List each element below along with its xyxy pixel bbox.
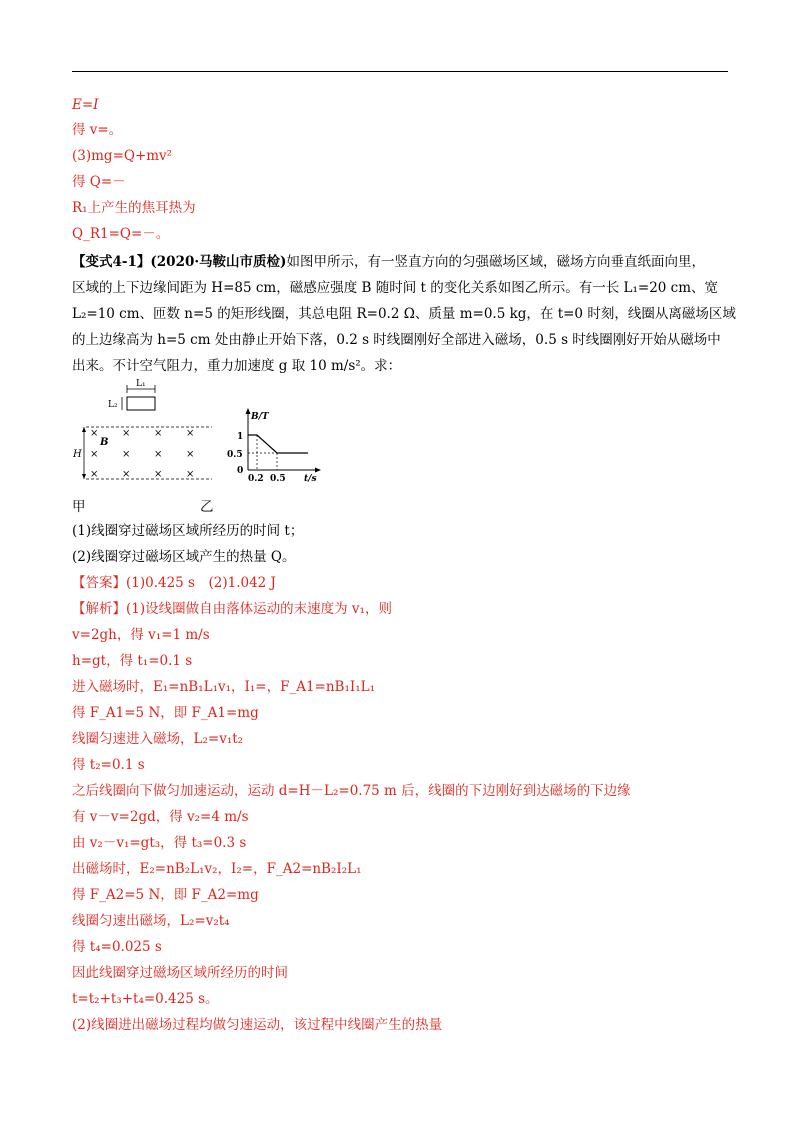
problem-tag: 【变式4-1】 [72, 254, 151, 270]
answer-line [72, 574, 276, 592]
analysis-line: (2)线圈进出磁场过程均做匀速运动，该过程中线圈产生的热量 [72, 1017, 443, 1033]
analysis-line: 有 v－v=2gd，得 v₂=4 m/s [72, 809, 249, 825]
x-tick-0-5: 0.5 [270, 474, 286, 484]
cross: × [154, 469, 163, 480]
x-tick-0-2: 0.2 [248, 474, 264, 484]
caption-jia: 甲 [72, 499, 86, 515]
label-l1: L₁ [136, 379, 146, 389]
problem-line-3: L₂=10 cm、匝数 n=5 的矩形线圈，其总电阻 R=0.2 Ω、质量 m=0.5 kg，在 t=0 时刻，线圈从离磁场区域 [72, 306, 736, 322]
figure-area [72, 375, 332, 489]
y-tick-0-5: 0.5 [227, 450, 243, 460]
analysis-label: 【解析】 [72, 601, 126, 617]
cross: × [90, 449, 99, 460]
sol-line-3: (3)mg=Q+mv² [72, 148, 173, 164]
sol-line-5: R₁上产生的焦耳热为 [72, 200, 196, 216]
sol-line-6: Q_R1=Q=－。 [72, 226, 170, 242]
cross: × [154, 428, 163, 439]
cross: × [154, 449, 163, 460]
analysis-line: h=gt，得 t₁=0.1 s [72, 653, 193, 669]
analysis-line: 因此线圈穿过磁场区域所经历的时间 [72, 965, 288, 981]
figure-jia [72, 375, 332, 485]
analysis-line: 得 t₂=0.1 s [72, 757, 145, 773]
cross: × [186, 428, 195, 439]
cross: × [122, 469, 131, 480]
label-b: B [100, 437, 109, 448]
analysis-intro: (1)设线圈做自由落体运动的末速度为 v₁，则 [126, 601, 392, 617]
figure-yi [227, 408, 321, 484]
field-crosses [90, 428, 194, 480]
caption-yi: 乙 [200, 499, 214, 515]
cross: × [122, 428, 131, 439]
sol-line-4: 得 Q=－ [72, 174, 126, 190]
problem-line-1 [72, 253, 705, 271]
analysis-line: 得 t₄=0.025 s [72, 939, 162, 955]
answer-label: 【答案】 [72, 575, 126, 591]
cross: × [122, 449, 131, 460]
header-rule [72, 71, 728, 72]
label-l2: L₂ [108, 400, 118, 410]
analysis-line: 线圈匀速出磁场，L₂=v₂t₄ [72, 913, 230, 929]
sol-line-1: E=I [72, 97, 99, 113]
sol-line-2: 得 v=。 [72, 122, 123, 138]
cross: × [186, 469, 195, 480]
problem-line-5: 出来。不计空气阻力，重力加速度 g 取 10 m/s²。求： [72, 358, 402, 374]
cross: × [90, 469, 99, 480]
question-2: (2)线圈穿过磁场区域产生的热量 Q。 [72, 549, 296, 565]
coil-rect [127, 397, 155, 410]
problem-line-2: 区域的上下边缘间距为 H=85 cm，磁感应强度 B 随时间 t 的变化关系如图乙所示。有一长 L₁=20 cm、宽 [72, 280, 719, 296]
problem-source: (2020·马鞍山市质检) [150, 254, 287, 270]
origin-label: 0 [237, 466, 244, 476]
analysis-line: 得 F_A2=5 N，即 F_A2=mg [72, 887, 259, 903]
y-tick-1: 1 [237, 432, 244, 442]
analysis-line: 线圈匀速进入磁场，L₂=v₁t₂ [72, 731, 244, 747]
analysis-line: t=t₂+t₃+t₄=0.425 s。 [72, 991, 219, 1007]
analysis-line: 得 F_A1=5 N，即 F_A1=mg [72, 705, 259, 721]
label-h: H [73, 449, 82, 460]
y-axis-label: B/T [251, 412, 269, 422]
x-axis-label: t/s [304, 474, 317, 484]
question-1: (1)线圈穿过磁场区域所经历的时间 t； [72, 523, 304, 539]
analysis-intro-line [72, 600, 392, 618]
analysis-line: 由 v₂－v₁=gt₃，得 t₃=0.3 s [72, 835, 247, 851]
answer-text: (1)0.425 s (2)1.042 J [126, 575, 276, 591]
analysis-line: 之后线圈向下做匀加速运动，运动 d=H－L₂=0.75 m 后，线圈的下边刚好到达磁场的下边缘 [72, 783, 631, 799]
analysis-line: v=2gh，得 v₁=1 m/s [72, 627, 210, 643]
cross: × [90, 428, 99, 439]
analysis-line: 进入磁场时，E₁=nB₁L₁v₁，I₁=，F_A1=nB₁I₁L₁ [72, 679, 375, 695]
cross: × [186, 449, 195, 460]
problem-line-4: 的上边缘高为 h=5 cm 处由静止开始下落，0.2 s 时线圈刚好全部进入磁场，0.5 s 时线圈刚好开始从磁场中 [72, 332, 721, 348]
analysis-line: 出磁场时，E₂=nB₂L₁v₂，I₂=，F_A2=nB₂I₂L₁ [72, 861, 362, 877]
problem-text-1: 如图甲所示，有一竖直方向的匀强磁场区域，磁场方向垂直纸面向里， [286, 254, 705, 270]
